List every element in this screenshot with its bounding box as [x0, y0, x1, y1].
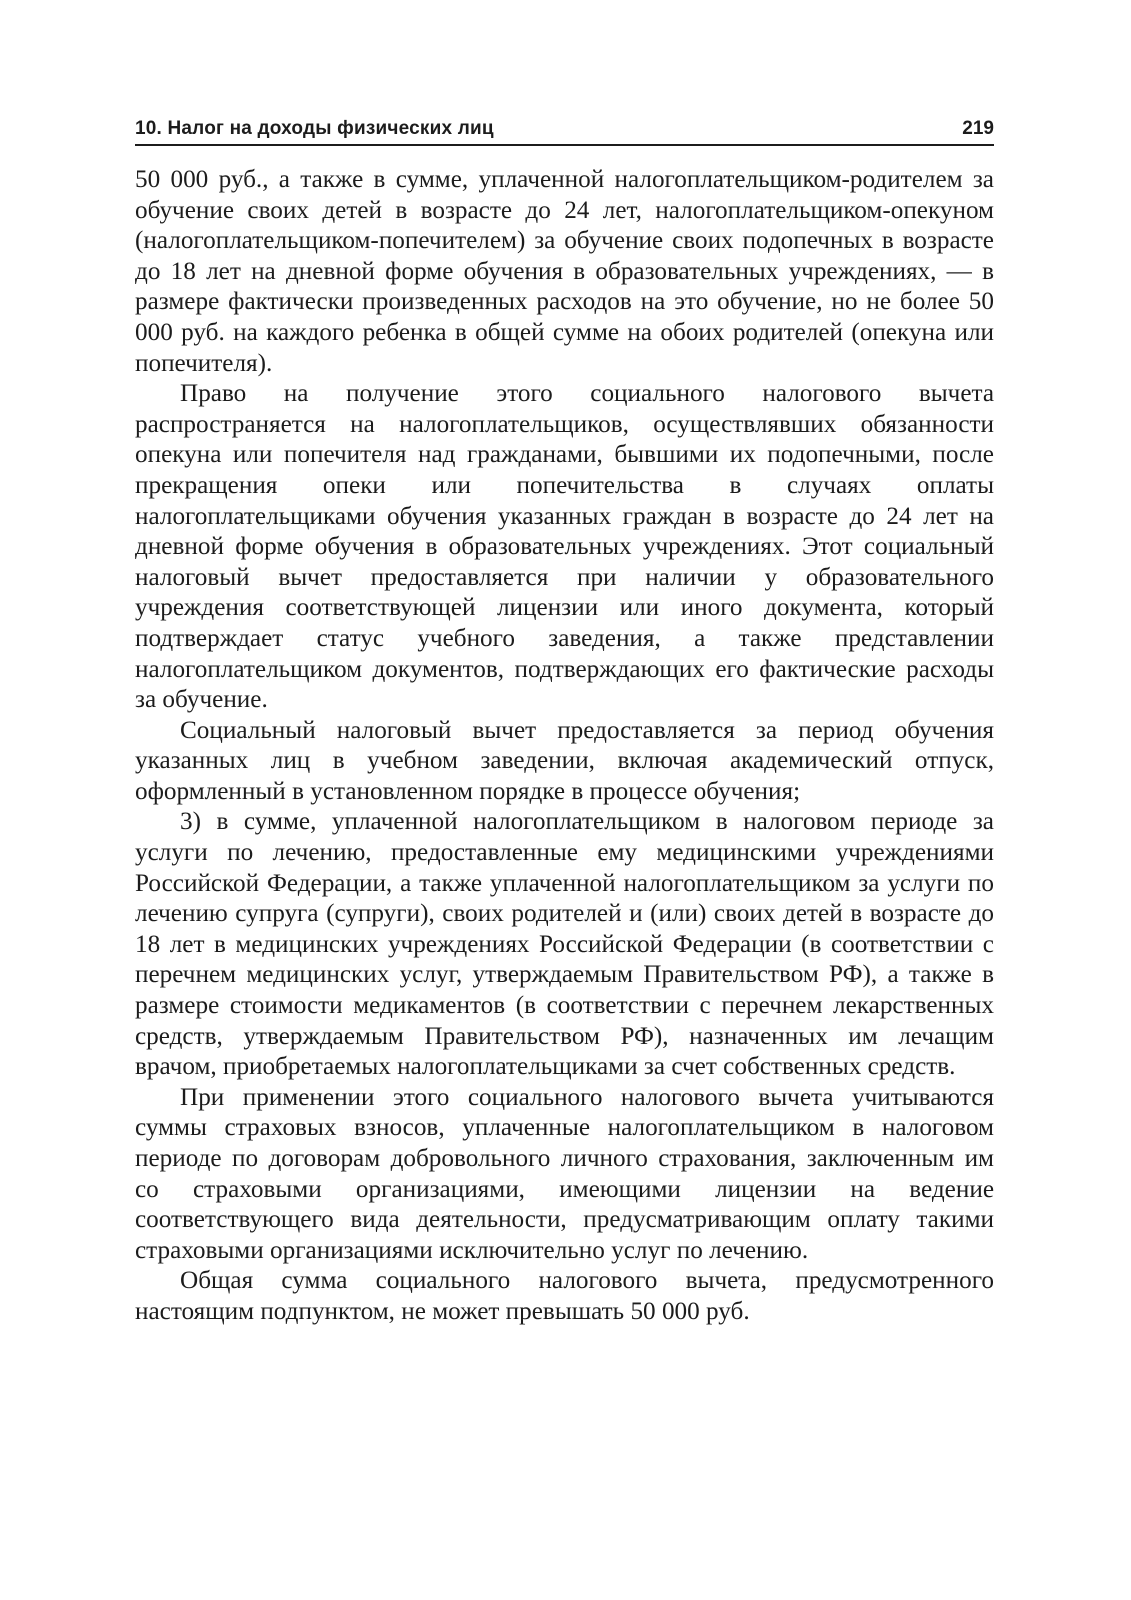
paragraph-item-3: 3) в сумме, уплаченной налогоплательщиком в налоговом периоде за услуги по лечению, предоставленные ему медицинскими учреждениями Российской Федерации, а также уплаченной налогоплательщиком за услуги по лечению супруга (супруги), своих родителей и (или) своих детей в возрасте до 18 лет в медицинских учреждениях Российской Федерации (в соответствии с перечнем медицинских услуг, утверждаемым Правительством РФ), а также в размере стоимости медикаментов (в соответствии с перечнем лекарственных средств, утверждаемым Правительством РФ), назначенных им лечащим врачом, приобретаемых налогоплательщиками за счет собственных средств. [135, 808, 994, 1081]
paragraph: Общая сумма социального налогового вычета, предусмотренного настоящим подпунктом, не может превышать 50 000 руб. [135, 1267, 994, 1325]
page-number: 219 [962, 118, 994, 139]
running-header-title: 10. Налог на доходы физических лиц [135, 118, 494, 139]
paragraph: При применении этого социального налогового вычета учитываются суммы страховых взносов, уплаченные налогоплательщиком в налоговом периоде по договорам добровольного личного страхования, заключенным им со страховыми организациями, имеющими лицензии на ведение соответствующего вида деятельности, предусматривающим оплату такими страховыми организациями исключительно услуг по лечению. [135, 1083, 994, 1264]
running-header [135, 112, 994, 146]
paragraph: Социальный налоговый вычет предоставляется за период обучения указанных лиц в учебном заведении, включая академический отпуск, оформленный в установленном порядке в процессе обучения; [135, 716, 994, 805]
paragraph: Право на получение этого социального налогового вычета распространяется на налогоплательщиков, осуществлявших обязанности опекуна или попечителя над гражданами, бывшими их подопечными, после прекращения опеки или попечительства в случаях оплаты налогоплательщиками обучения указанных граждан в возрасте до 24 лет на дневной форме обучения в образовательных учреждениях. Этот социальный налоговый вычет предоставляется при наличии у образовательного учреждения соответствующей лицензии или иного документа, который подтверждает статус учебного заведения, а также представлении налогоплательщиком документов, подтверждающих его фактические расходы за обучение. [135, 380, 994, 714]
paragraph-continuation: 50 000 руб., а также в сумме, уплаченной налогоплательщиком-родителем за обучение своих детей в возрасте до 24 лет, налогоплательщиком-опекуном (налогоплательщиком-попечителем) за обучение своих подопечных в возрасте до 18 лет на дневной форме обучения в образовательных учреждениях, — в размере фактически произведенных расходов на это обучение, но не более 50 000 руб. на каждого ребенка в общей сумме на обоих родителей (опекуна или попечителя). [135, 166, 994, 377]
page-body [135, 165, 994, 1328]
